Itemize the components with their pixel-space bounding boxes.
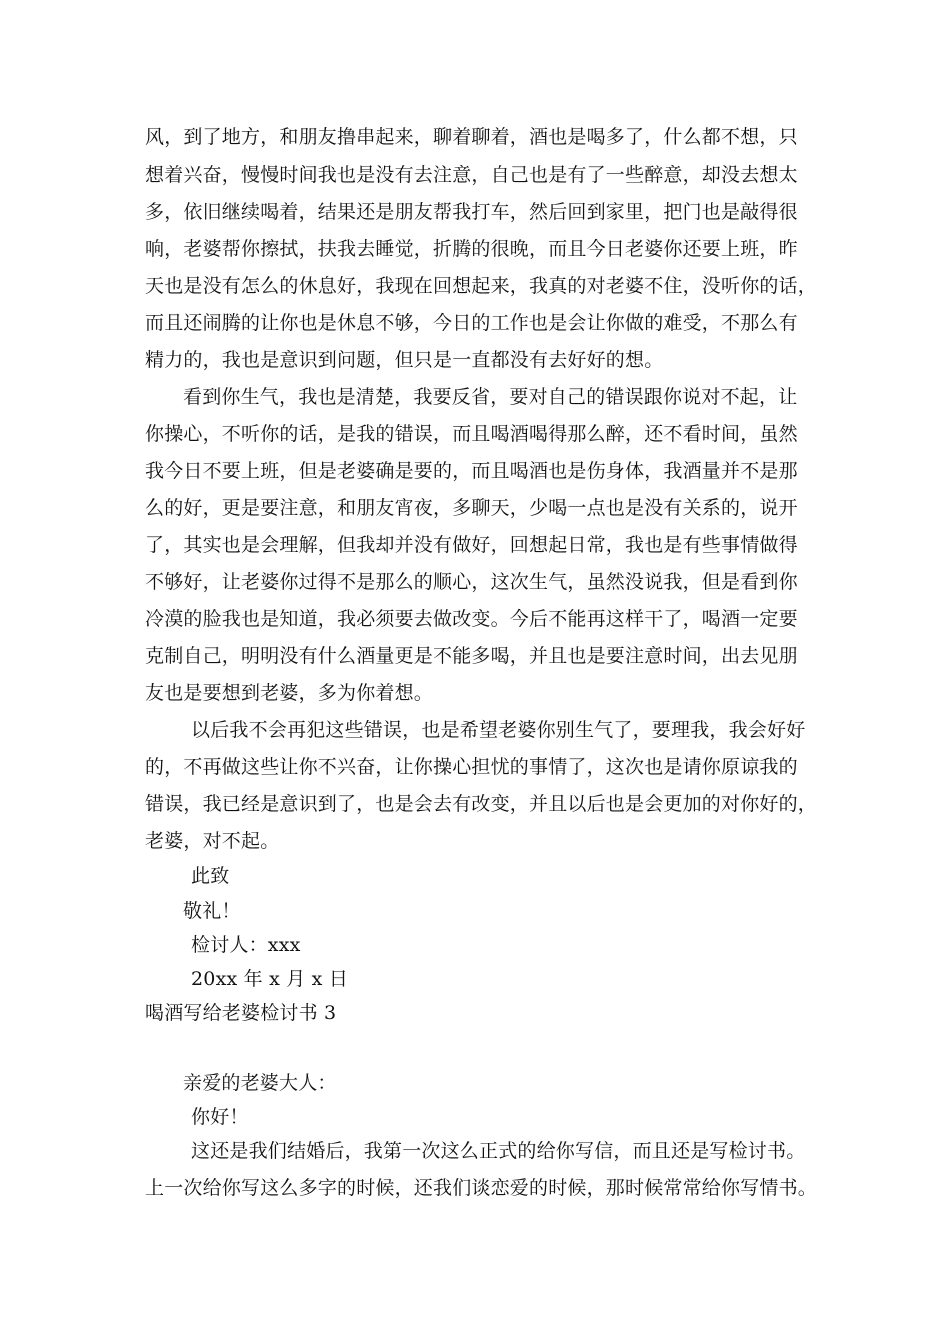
paragraph2-line: 么的好，更是要注意，和朋友宵夜，多聊天，少喝一点也是没有关系的，说开 bbox=[145, 497, 798, 519]
paragraph3-line: 以后我不会再犯这些错误，也是希望老婆你别生气了，要理我，我会好好 bbox=[191, 719, 806, 741]
paragraph1-line: 天也是没有怎么的休息好，我现在回想起来，我真的对老婆不住，没听你的话， bbox=[145, 275, 818, 297]
letter-line: 上一次给你写这么多字的时候，还我们谈恋爱的时候，那时候常常给你写情书。 bbox=[145, 1177, 818, 1199]
closing-date: 20xx 年 x 月 x 日 bbox=[191, 968, 349, 990]
paragraph2-line: 克制自己，明明没有什么酒量更是不能多喝，并且也是要注意时间，出去见朋 bbox=[145, 645, 798, 667]
paragraph2-line: 你操心，不听你的话，是我的错误，而且喝酒喝得那么醉，还不看时间，虽然 bbox=[145, 423, 798, 445]
section-title: 喝酒写给老婆检讨书 3 bbox=[145, 1002, 337, 1024]
paragraph3-line: 老婆，对不起。 bbox=[145, 830, 280, 852]
paragraph1-line: 想着兴奋，慢慢时间我也是没有去注意，自己也是有了一些醉意，却没去想太 bbox=[145, 164, 798, 186]
closing-signer: 检讨人：xxx bbox=[191, 934, 301, 956]
letter-hello: 你好！ bbox=[191, 1106, 249, 1128]
paragraph2-line: 了，其实也是会理解，但我却并没有做好，回想起日常，我也是有些事情做得 bbox=[145, 534, 798, 556]
paragraph2-line: 冷漠的脸我也是知道，我必须要去做改变。今后不能再这样干了，喝酒一定要 bbox=[145, 608, 798, 630]
closing-salute: 此致 bbox=[191, 865, 230, 887]
paragraph2-line: 我今日不要上班，但是老婆确是要的，而且喝酒也是伤身体，我酒量并不是那 bbox=[145, 460, 798, 482]
letter-greeting: 亲爱的老婆大人： bbox=[183, 1072, 337, 1094]
paragraph1-line: 风，到了地方，和朋友撸串起来，聊着聊着，酒也是喝多了，什么都不想，只 bbox=[145, 126, 798, 148]
paragraph2-line: 友也是要想到老婆，多为你着想。 bbox=[145, 682, 434, 704]
paragraph2-line: 不够好，让老婆你过得不是那么的顺心，这次生气，虽然没说我，但是看到你 bbox=[145, 571, 798, 593]
paragraph2-line: 看到你生气，我也是清楚，我要反省，要对自己的错误跟你说对不起，让 bbox=[183, 386, 798, 408]
paragraph3-line: 的，不再做这些让你不兴奋，让你操心担忧的事情了，这次也是请你原谅我的 bbox=[145, 756, 798, 778]
paragraph1-line: 多，依旧继续喝着，结果还是朋友帮我打车，然后回到家里，把门也是敲得很 bbox=[145, 201, 798, 223]
paragraph1-line: 精力的，我也是意识到问题，但只是一直都没有去好好的想。 bbox=[145, 349, 664, 371]
paragraph1-line: 而且还闹腾的让你也是休息不够，今日的工作也是会让你做的难受，不那么有 bbox=[145, 312, 798, 334]
closing-regards: 敬礼！ bbox=[183, 900, 241, 922]
paragraph1-line: 响，老婆帮你擦拭，扶我去睡觉，折腾的很晚，而且今日老婆你还要上班，昨 bbox=[145, 238, 798, 260]
letter-line: 这还是我们结婚后，我第一次这么正式的给你写信，而且还是写检讨书。 bbox=[191, 1140, 806, 1162]
paragraph3-line: 错误，我已经是意识到了，也是会去有改变，并且以后也是会更加的对你好的， bbox=[145, 793, 818, 815]
